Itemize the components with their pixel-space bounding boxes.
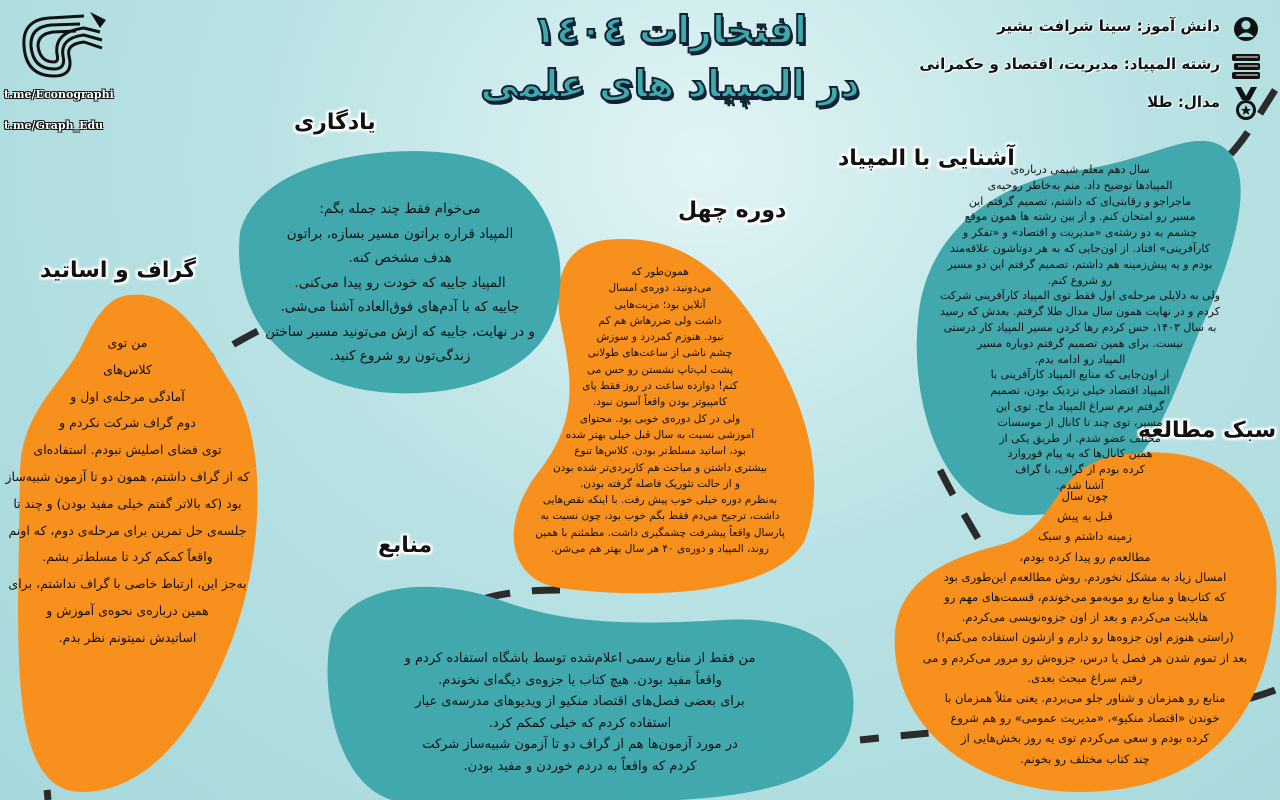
page-title-line2: در المپیاد های علمی <box>480 62 860 106</box>
text-line: به‌نظرم دوره خیلی خوب پیش رفت. با اینکه نقص‌هایی <box>542 494 778 507</box>
memento-heading: یادگاری <box>294 110 376 135</box>
text-line: به سال ۱۴۰۳، حس کردم رها کردن مسیر المپیاد کار درستی <box>943 320 1217 334</box>
page-title-line1: افتخارات ١٤٠٤ <box>532 8 808 52</box>
text-line: آموزشی نسبت به سال قبل خیلی بهتر شده <box>565 428 755 441</box>
olympiad-field: رشته المپیاد: مدیریت، اقتصاد و حکمرانی <box>919 55 1220 73</box>
text-line: چند کتاب مختلف رو بخونم. <box>1020 751 1150 766</box>
medal-value: مدال: طلا <box>1147 93 1220 111</box>
text-line: و در نهایت، جاییه که ازش می‌تونید مسیر ساختن <box>265 323 535 340</box>
study-text <box>895 486 1275 769</box>
text-line: خوندن «اقتصاد منکیو»، «مدیریت عمومی» رو هم شروع <box>950 711 1220 726</box>
text-line: داشت ولی ضررهاش هم کم <box>598 314 722 327</box>
text-line: چون سال <box>1061 489 1109 503</box>
text-line: که از گراف داشتم، همون دو تا آزمون شبیه‌ساز <box>5 468 250 484</box>
intro-heading: آشنایی با المپیاد <box>838 146 1015 171</box>
text-line: قبل یه پیش <box>1057 509 1113 524</box>
books-icon <box>1230 51 1262 81</box>
sources-text <box>315 648 845 777</box>
text-line: چشمم به دو رشته‌ی «مدیریت و اقتصاد» و «تفکر و <box>962 226 1198 240</box>
text-line: به‌جز این، ارتباط خاصی با گراف نداشتم، برای <box>8 576 247 592</box>
text-line: المپیاد جاییه که خودت رو پیدا می‌کنی. <box>294 274 506 291</box>
text-line: مسیر، توی چند تا کانال از موسسات <box>997 415 1163 429</box>
logo-icon <box>14 6 114 86</box>
text-line: نبود. هنوزم کمردرد و سوزش <box>596 331 724 344</box>
text-line: المپیاد قراره براتون مسیر بسازه، براتون <box>286 225 514 242</box>
text-line: رفتم سراغ مبحث بعدی. <box>1027 670 1143 685</box>
text-line: من فقط از منابع رسمی اعلام‌شده توسط باشگاه استفاده کردم و <box>404 651 756 666</box>
text-line: استفاده کردم که خیلی کمکم کرد. <box>488 715 672 731</box>
text-line: در مورد آزمون‌ها هم از گراف دو تا آزمون شبیه‌ساز شرکت <box>422 737 738 752</box>
student-name: دانش آموز: سینا شرافت بشیر <box>997 17 1220 35</box>
text-line: که کتاب‌ها و منابع رو موبه‌مو می‌خوندم، قسمت‌های مهم رو <box>944 590 1226 605</box>
text-line: می‌خوام فقط چند جمله بگم: <box>319 201 481 217</box>
text-line: آنلاین بود؛ مزیت‌هایی <box>614 298 706 311</box>
text-line: (راستی هنوزم اون جزوه‌ها رو دارم و ازشون استفاده می‌کنم!) <box>936 630 1234 645</box>
text-line: المپیاد اقتصاد خیلی نزدیک بودن، تصمیم <box>990 384 1170 398</box>
text-line: بعد از تموم شدن هر فصل یا درس، جزوه‌ش رو مرور می‌کردم و می <box>922 650 1248 665</box>
text-line: هایلایت می‌کردم و بعد از اون جزوه‌نویسی می‌کردم. <box>961 610 1209 625</box>
text-line: داشت، ترجیح می‌دم فقط بگم خوب بود، چون نسبت به <box>540 510 780 523</box>
text-line: کردم که واقعاً به دردم خوردن و مفید بودن. <box>463 758 697 774</box>
text-line: کنم! دوازده ساعت در روز فقط پای <box>582 380 738 393</box>
text-line: ولی به دلایلی مرحله‌ی اول فقط توی المپیاد کارآفرینی شرکت <box>939 289 1220 303</box>
text-line: پارسال واقعاً پیشرفت چشمگیری داشت. مطمئنم با همین <box>535 526 785 539</box>
text-line: امسال زیاد به مشکل نخوردم. روش مطالعه‌م این‌طوری بود <box>943 569 1227 584</box>
text-line: همون‌طور که <box>631 266 689 278</box>
text-line: پشت لپ‌تاپ نشستن رو حس می <box>586 363 733 376</box>
course-heading: دوره چهل <box>678 198 787 223</box>
text-line: واقعاً کمکم کرد تا مسلط‌تر بشم. <box>42 549 213 565</box>
text-line: می‌دونید، دوره‌ی امسال <box>608 282 712 295</box>
text-line: کارآفرینی» افتاد. از اون‌جایی که به هر دوتاشون علاقه‌مند <box>950 241 1210 255</box>
text-line: روند، المپیاد و دوره‌ی ۴۰ هر سال بهتر هم می‌شن. <box>550 543 769 556</box>
text-line: من توی <box>107 335 148 350</box>
telegram-link-graph-edu[interactable]: t.me/Graph_Edu <box>4 119 104 132</box>
text-line: بودم و یه پیش‌زمینه هم داشتم، تصمیم گرفتم این دو مسیر <box>947 257 1213 271</box>
graph-heading: گراف و اساتید <box>40 258 196 283</box>
text-line: گرفتم برم سراغ المپیاد ماح. توی این <box>995 399 1165 413</box>
text-line: همین درباره‌ی نحوه‌ی آموزش و <box>46 602 209 618</box>
text-line: واقعاً مفید بودن. هیچ کتاب یا جزوه‌ی دیگه‌ای نخوندم. <box>438 672 722 688</box>
text-line: مختلف عضو شدم. از طریق یکی از <box>999 431 1161 445</box>
text-line: ولی در کل دوره‌ی خوبی بود. محتوای <box>579 412 741 425</box>
text-line: منابع رو همزمان و شناور جلو می‌بردم. یعنی مثلاً همزمان با <box>944 691 1226 706</box>
text-line: زمینه داشتم و سبک <box>1038 529 1132 544</box>
graph-text <box>0 330 255 652</box>
text-line: مطالعه‌م رو پیدا کرده بودم، <box>1019 549 1151 564</box>
text-line: کرده بودم و سعی می‌کردم توی یه روز بخش‌هایی از <box>961 731 1209 746</box>
text-line: برای بعضی فصل‌های اقتصاد منکیو از ویدیوهای مدرسه‌ی عیار <box>415 694 745 709</box>
memento-text <box>240 197 560 369</box>
text-line: آشنا شدم. <box>1056 478 1104 492</box>
text-line: المپیاد رو ادامه بدم. <box>1034 352 1126 366</box>
text-line: کرده بودم از گراف، با گراف <box>1015 463 1145 477</box>
text-line: نیست. برای همین تصمیم گرفتم دوباره مسیر <box>977 336 1183 350</box>
text-line: و از حالت تئوریک فاصله گرفته بودن. <box>579 477 741 490</box>
intro-text <box>900 162 1260 494</box>
user-icon <box>1230 14 1262 44</box>
text-line: المپیادها توضیح داد. منم به‌خاطر روحیه‌ی <box>987 178 1173 192</box>
text-line: کردم و در نهایت همون سال مدال طلا گرفتم. بعدش که رسید <box>940 305 1220 319</box>
text-line: ماجراجو و رقابتی‌ای که داشتم، تصمیم گرفتم این <box>968 194 1192 208</box>
text-line: رو شروع کنم. <box>1047 273 1113 287</box>
text-line: دوم گراف شرکت نکردم و <box>59 415 196 431</box>
text-line: زندگی‌تون رو شروع کنید. <box>329 348 471 364</box>
text-line: بود، اساتید مسلط‌تر بودن، کلاس‌ها تنوع <box>574 445 746 458</box>
text-line: سال دهم معلم شیمی درباره‌ی <box>1010 163 1150 176</box>
telegram-link-econographi[interactable]: t.me/Econographi <box>4 88 114 101</box>
text-line: جاییه که با آدم‌های فوق‌العاده آشنا می‌شی. <box>280 299 520 315</box>
text-line: بیشتری داشتن و مباحث هم کاربردی‌تر شده بودن <box>552 461 768 474</box>
text-line: جلسه‌ی حل تمرین برای مرحله‌ی دوم، که اونم <box>8 522 247 538</box>
medal-icon <box>1230 86 1262 122</box>
text-line: کلاس‌های <box>103 361 152 377</box>
text-line: بود (که بالاتر گفتم خیلی مفید بودن) و چند تا <box>13 495 242 511</box>
text-line: مسیر رو امتحان کنم. و از بین رشته ها همون موقع <box>964 210 1196 224</box>
text-line: آمادگی مرحله‌ی اول و <box>70 388 185 404</box>
text-line: اساتیدش نمیتونم نظر بدم. <box>58 629 197 645</box>
text-line: کامپیوتر بودن واقعاً آسون نبود. <box>592 396 728 409</box>
study-heading: سبک مطالعه <box>1138 418 1277 443</box>
text-line: چشم ناشی از ساعت‌های طولانی <box>587 347 733 360</box>
text-line: توی فضای اصلیش نبودم. استفاده‌ای <box>33 442 222 458</box>
text-line: همین کانال‌ها که یه پیام فوروارد <box>1007 447 1153 461</box>
text-line: از اون‌جایی که منابع المپیاد کارآفرینی با <box>990 368 1170 382</box>
text-line: هدف مشخص کنه. <box>348 250 452 266</box>
sources-heading: منابع <box>378 533 433 558</box>
